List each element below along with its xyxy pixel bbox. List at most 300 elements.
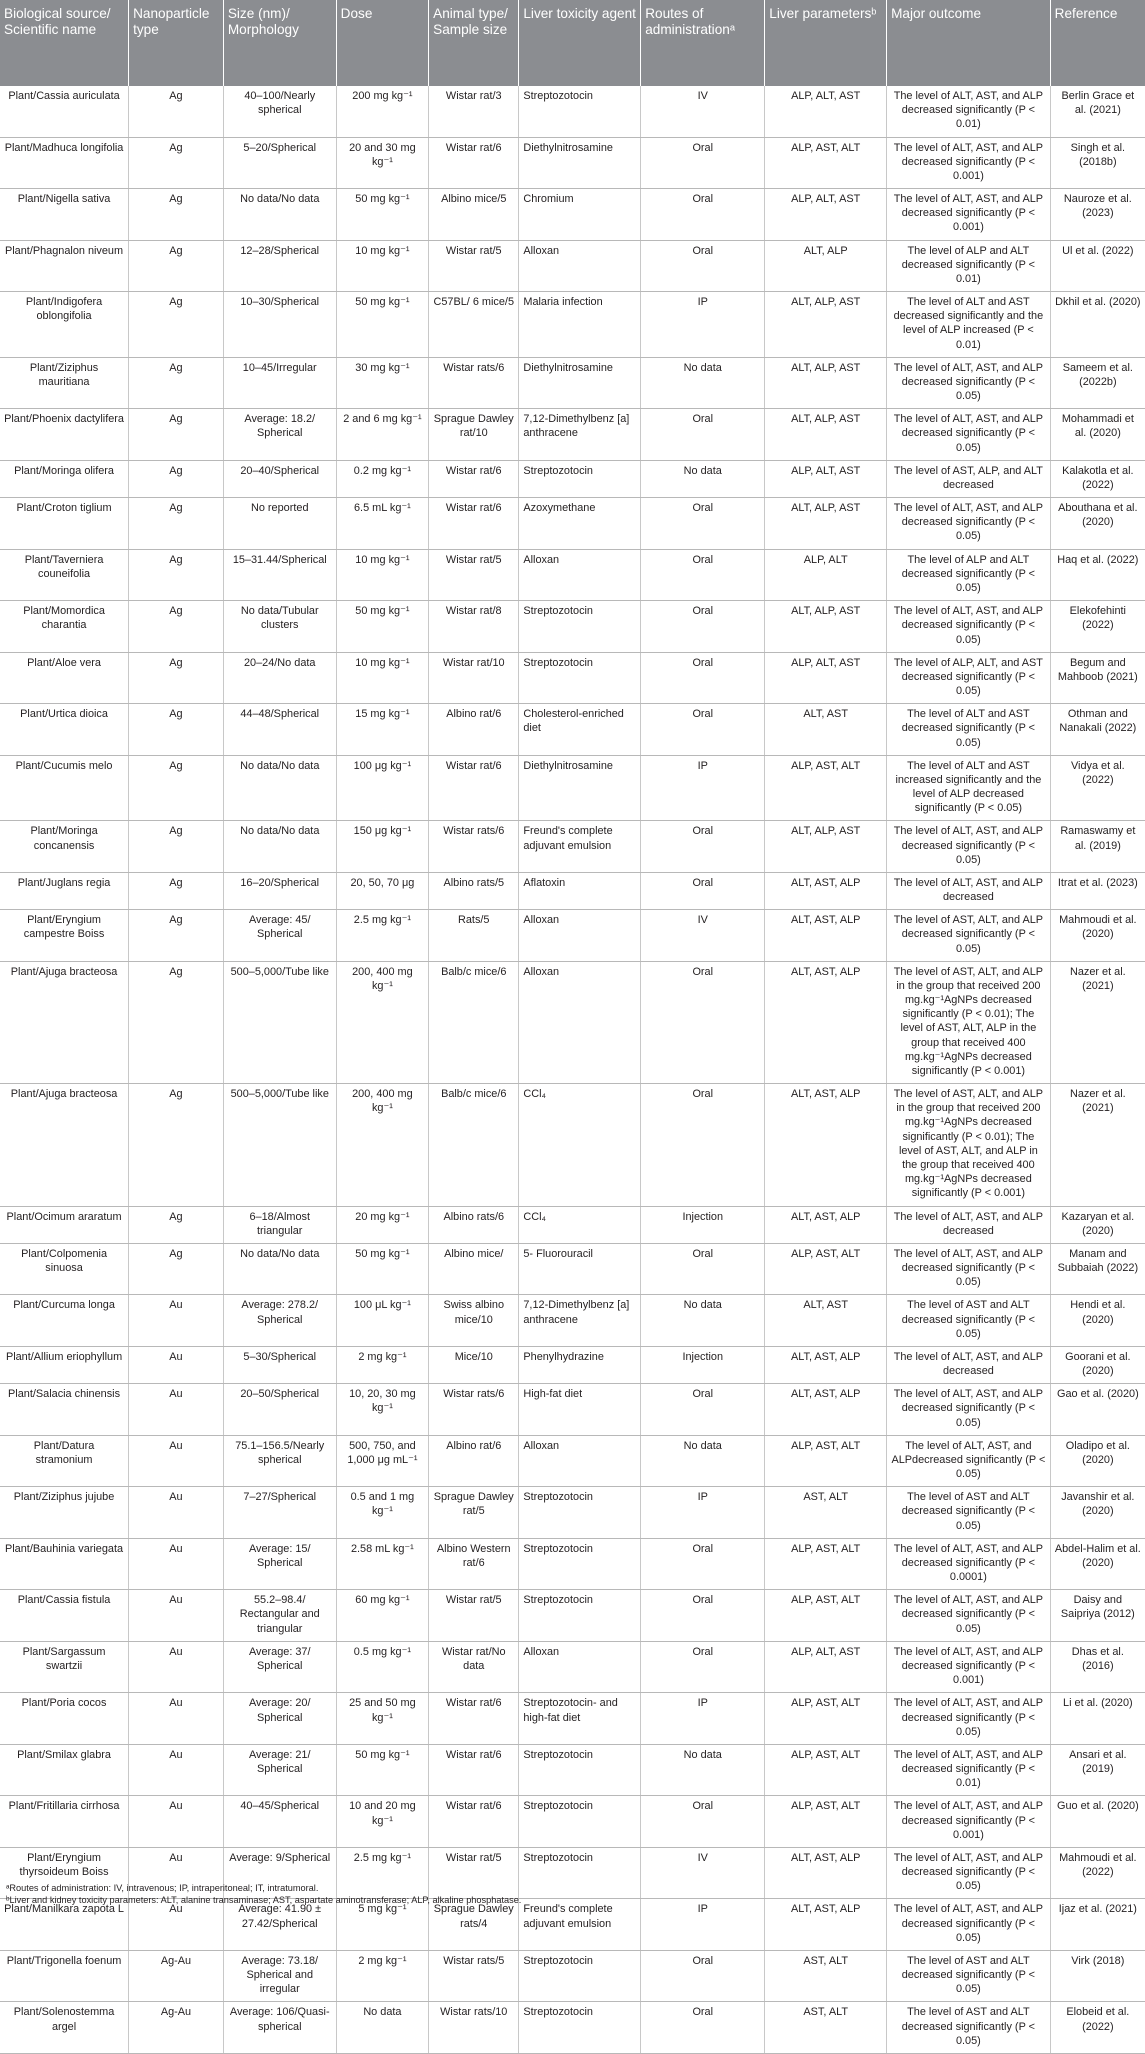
cell-toxicity-agent: Streptozotocin	[519, 1487, 641, 1539]
cell-source: Plant/Ziziphus jujube	[0, 1487, 129, 1539]
table-row	[0, 137, 1145, 189]
cell-major-outcome: The level of ALT, AST, and ALP decreased significantly (P < 0.05)	[887, 409, 1051, 461]
cell-reference: Dhas et al. (2016)	[1050, 1641, 1145, 1693]
cell-source: Plant/Solenostemma argel	[0, 2002, 129, 2054]
cell-nanoparticle-type: Ag	[129, 704, 224, 756]
cell-major-outcome: The level of ALT, AST, and ALP decreased significantly (P < 0.001)	[887, 189, 1051, 241]
cell-reference: Haq et al. (2022)	[1050, 549, 1145, 601]
cell-major-outcome: The level of AST, ALT, and ALP decreased significantly (P < 0.05)	[887, 910, 1051, 962]
cell-liver-parameters: ALP, AST, ALT	[765, 755, 887, 821]
cell-nanoparticle-type: Ag-Au	[129, 1950, 224, 2002]
header-liver-parameters: Liver parametersᵇ	[765, 0, 887, 86]
cell-major-outcome: The level of ALT, AST, and ALP decreased significantly (P < 0.01)	[887, 1744, 1051, 1796]
cell-animal: Wistar rat/5	[429, 1590, 519, 1642]
cell-toxicity-agent: Phenylhydrazine	[519, 1346, 641, 1383]
cell-size: Average: 45/ Spherical	[223, 910, 336, 962]
cell-size: Average: 15/ Spherical	[223, 1538, 336, 1590]
cell-toxicity-agent: Azoxymethane	[519, 498, 641, 550]
cell-source: Plant/Ocimum araratum	[0, 1206, 129, 1243]
cell-animal: Wistar rats/10	[429, 2002, 519, 2054]
table-row	[0, 601, 1145, 653]
cell-route: Oral	[641, 1243, 765, 1295]
cell-route: Injection	[641, 1206, 765, 1243]
cell-toxicity-agent: Alloxan	[519, 910, 641, 962]
cell-route: IV	[641, 86, 765, 137]
cell-liver-parameters: ALP, AST, ALT	[765, 1796, 887, 1848]
cell-size: 10–45/Irregular	[223, 357, 336, 409]
cell-nanoparticle-type: Au	[129, 1796, 224, 1848]
cell-animal: Sprague Dawley rat/10	[429, 409, 519, 461]
cell-animal: Mice/10	[429, 1346, 519, 1383]
cell-animal: Wistar rat/No data	[429, 1641, 519, 1693]
cell-liver-parameters: ALT, AST, ALP	[765, 1084, 887, 1206]
cell-major-outcome: The level of ALT, AST, and ALP decreased significantly (P < 0.001)	[887, 1641, 1051, 1693]
cell-route: Oral	[641, 498, 765, 550]
cell-reference: Elobeid et al. (2022)	[1050, 2002, 1145, 2054]
cell-route: No data	[641, 1295, 765, 1347]
cell-dose: 0.2 mg kg⁻¹	[336, 460, 429, 497]
cell-liver-parameters: ALT, AST, ALP	[765, 1847, 887, 1899]
cell-route: Oral	[641, 872, 765, 909]
table-row	[0, 498, 1145, 550]
header-animal: Animal type/ Sample size	[429, 0, 519, 86]
cell-major-outcome: The level of AST, ALT, and ALP in the group that received 200 mg.kg⁻¹AgNPs decreased significantly (P < 0.01); The level of AST, ALT, ALP in the group that received 400 mg.kg⁻¹AgNPs decreased significantly (P < 0.001)	[887, 961, 1051, 1083]
cell-size: 10–30/Spherical	[223, 292, 336, 358]
cell-dose: 2 mg kg⁻¹	[336, 1346, 429, 1383]
cell-major-outcome: The level of AST, ALT, and ALP in the group that received 200 mg.kg⁻¹AgNPs decreased significantly (P < 0.01); The level of AST, ALT, and ALP in the group that received 400 mg.kg⁻¹AgNPs decreased significantly (P < 0.001)	[887, 1084, 1051, 1206]
cell-nanoparticle-type: Au	[129, 1435, 224, 1487]
cell-liver-parameters: AST, ALT	[765, 1950, 887, 2002]
cell-source: Plant/Phagnalon niveum	[0, 240, 129, 292]
cell-toxicity-agent: Streptozotocin	[519, 86, 641, 137]
cell-size: Average: 73.18/ Spherical and irregular	[223, 1950, 336, 2002]
cell-nanoparticle-type: Ag	[129, 910, 224, 962]
cell-liver-parameters: ALP, ALT, AST	[765, 652, 887, 704]
cell-route: IP	[641, 1693, 765, 1745]
cell-nanoparticle-type: Ag	[129, 821, 224, 873]
cell-size: 44–48/Spherical	[223, 704, 336, 756]
cell-liver-parameters: ALT, ALP, AST	[765, 498, 887, 550]
cell-nanoparticle-type: Ag	[129, 409, 224, 461]
cell-liver-parameters: ALT, AST, ALP	[765, 1206, 887, 1243]
cell-source: Plant/Aloe vera	[0, 652, 129, 704]
cell-liver-parameters: ALT, AST, ALP	[765, 910, 887, 962]
cell-nanoparticle-type: Ag	[129, 961, 224, 1083]
header-dose: Dose	[336, 0, 429, 86]
cell-toxicity-agent: Alloxan	[519, 961, 641, 1083]
cell-reference: Mohammadi et al. (2020)	[1050, 409, 1145, 461]
cell-nanoparticle-type: Ag	[129, 1243, 224, 1295]
cell-route: IP	[641, 755, 765, 821]
cell-reference: Othman and Nanakali (2022)	[1050, 704, 1145, 756]
cell-route: IP	[641, 1487, 765, 1539]
cell-liver-parameters: ALP, ALT, AST	[765, 1641, 887, 1693]
header-major-outcome: Major outcome	[887, 0, 1051, 86]
cell-source: Plant/Eryngium campestre Boiss	[0, 910, 129, 962]
cell-major-outcome: The level of ALT, AST, and ALPdecreased significantly (P < 0.05)	[887, 1435, 1051, 1487]
cell-nanoparticle-type: Ag	[129, 292, 224, 358]
cell-route: No data	[641, 460, 765, 497]
cell-route: IP	[641, 292, 765, 358]
cell-liver-parameters: ALT, AST, ALP	[765, 1899, 887, 1951]
cell-major-outcome: The level of ALT and AST decreased significantly and the level of ALP increased (P < 0.01)	[887, 292, 1051, 358]
table-row	[0, 961, 1145, 1083]
cell-major-outcome: The level of ALT, AST, and ALP decreased significantly (P < 0.0001)	[887, 1538, 1051, 1590]
cell-dose: 2.58 mL kg⁻¹	[336, 1538, 429, 1590]
table-row	[0, 1487, 1145, 1539]
cell-liver-parameters: AST, ALT	[765, 1487, 887, 1539]
cell-reference: Berlin Grace et al. (2021)	[1050, 86, 1145, 137]
cell-toxicity-agent: Streptozotocin	[519, 652, 641, 704]
cell-reference: Begum and Mahboob (2021)	[1050, 652, 1145, 704]
table-row	[0, 1384, 1145, 1436]
cell-animal: Wistar rat/3	[429, 86, 519, 137]
cell-dose: 2.5 mg kg⁻¹	[336, 1847, 429, 1899]
cell-route: Oral	[641, 821, 765, 873]
table-row	[0, 1538, 1145, 1590]
table-row	[0, 1590, 1145, 1642]
cell-route: Injection	[641, 1346, 765, 1383]
table-row	[0, 1206, 1145, 1243]
cell-toxicity-agent: Malaria infection	[519, 292, 641, 358]
cell-dose: 200, 400 mg kg⁻¹	[336, 1084, 429, 1206]
cell-dose: 10 mg kg⁻¹	[336, 240, 429, 292]
cell-toxicity-agent: Streptozotocin	[519, 1590, 641, 1642]
cell-reference: Oladipo et al. (2020)	[1050, 1435, 1145, 1487]
cell-reference: Elekofehinti (2022)	[1050, 601, 1145, 653]
cell-dose: 15 mg kg⁻¹	[336, 704, 429, 756]
cell-nanoparticle-type: Au	[129, 1384, 224, 1436]
cell-dose: 100 μL kg⁻¹	[336, 1295, 429, 1347]
cell-size: Average: 41.90 ± 27.42/Spherical	[223, 1899, 336, 1951]
cell-source: Plant/Cassia auriculata	[0, 86, 129, 137]
cell-toxicity-agent: Chromium	[519, 189, 641, 241]
cell-toxicity-agent: 5- Fluorouracil	[519, 1243, 641, 1295]
cell-source: Plant/Ajuga bracteosa	[0, 961, 129, 1083]
cell-liver-parameters: ALP, AST, ALT	[765, 1693, 887, 1745]
table-row	[0, 1243, 1145, 1295]
table-row	[0, 821, 1145, 873]
cell-liver-parameters: ALP, AST, ALT	[765, 1538, 887, 1590]
table-row	[0, 1744, 1145, 1796]
cell-route: Oral	[641, 409, 765, 461]
cell-nanoparticle-type: Ag	[129, 137, 224, 189]
cell-source: Plant/Fritillaria cirrhosa	[0, 1796, 129, 1848]
cell-major-outcome: The level of ALT and AST decreased significantly (P < 0.05)	[887, 704, 1051, 756]
cell-dose: 20, 50, 70 μg	[336, 872, 429, 909]
cell-liver-parameters: ALT, ALP, AST	[765, 409, 887, 461]
cell-reference: Ul et al. (2022)	[1050, 240, 1145, 292]
cell-liver-parameters: ALP, AST, ALT	[765, 1435, 887, 1487]
cell-nanoparticle-type: Au	[129, 1487, 224, 1539]
cell-dose: 150 μg kg⁻¹	[336, 821, 429, 873]
cell-dose: 50 mg kg⁻¹	[336, 1243, 429, 1295]
cell-size: Average: 18.2/ Spherical	[223, 409, 336, 461]
cell-reference: Hendi et al. (2020)	[1050, 1295, 1145, 1347]
table-row	[0, 2002, 1145, 2054]
cell-reference: Singh et al. (2018b)	[1050, 137, 1145, 189]
cell-size: 20–40/Spherical	[223, 460, 336, 497]
cell-size: 20–24/No data	[223, 652, 336, 704]
cell-nanoparticle-type: Au	[129, 1847, 224, 1899]
cell-nanoparticle-type: Au	[129, 1295, 224, 1347]
cell-animal: Swiss albino mice/10	[429, 1295, 519, 1347]
cell-major-outcome: The level of ALP and ALT decreased significantly (P < 0.01)	[887, 240, 1051, 292]
cell-reference: Abdel-Halim et al. (2020)	[1050, 1538, 1145, 1590]
cell-liver-parameters: ALT, ALP, AST	[765, 357, 887, 409]
cell-route: Oral	[641, 1084, 765, 1206]
cell-major-outcome: The level of AST, ALP, and ALT decreased	[887, 460, 1051, 497]
cell-route: Oral	[641, 1590, 765, 1642]
footnote-parameters: ᵇLiver and kidney toxicity parameters: ALT, alanine transaminase; AST, aspartate aminotransferase; ALP, alkaline phosphatase.	[6, 1895, 522, 1906]
cell-nanoparticle-type: Ag	[129, 189, 224, 241]
cell-major-outcome: The level of ALT, AST, and ALP decreased	[887, 1206, 1051, 1243]
cell-animal: Wistar rats/6	[429, 1384, 519, 1436]
cell-liver-parameters: ALP, ALT, AST	[765, 86, 887, 137]
cell-dose: 100 μg kg⁻¹	[336, 755, 429, 821]
table-row	[0, 910, 1145, 962]
cell-liver-parameters: AST, ALT	[765, 2002, 887, 2054]
cell-route: Oral	[641, 652, 765, 704]
cell-route: IV	[641, 1847, 765, 1899]
cell-size: No data/No data	[223, 821, 336, 873]
cell-size: 40–100/Nearly spherical	[223, 86, 336, 137]
cell-source: Plant/Ajuga bracteosa	[0, 1084, 129, 1206]
cell-toxicity-agent: Streptozotocin	[519, 1950, 641, 2002]
cell-toxicity-agent: Alloxan	[519, 240, 641, 292]
cell-liver-parameters: ALP, AST, ALT	[765, 1243, 887, 1295]
cell-route: Oral	[641, 1950, 765, 2002]
cell-dose: No data	[336, 2002, 429, 2054]
cell-liver-parameters: ALT, AST	[765, 1295, 887, 1347]
cell-nanoparticle-type: Ag	[129, 549, 224, 601]
cell-nanoparticle-type: Ag	[129, 1084, 224, 1206]
cell-toxicity-agent: Streptozotocin	[519, 1538, 641, 1590]
cell-animal: Wistar rat/6	[429, 498, 519, 550]
cell-dose: 6.5 mL kg⁻¹	[336, 498, 429, 550]
cell-source: Plant/Salacia chinensis	[0, 1384, 129, 1436]
cell-liver-parameters: ALT, AST, ALP	[765, 1346, 887, 1383]
cell-animal: Wistar rats/6	[429, 357, 519, 409]
cell-major-outcome: The level of ALT, AST, and ALP decreased significantly (P < 0.01)	[887, 86, 1051, 137]
cell-size: 55.2–98.4/ Rectangular and triangular	[223, 1590, 336, 1642]
cell-reference: Li et al. (2020)	[1050, 1693, 1145, 1745]
cell-reference: Virk (2018)	[1050, 1950, 1145, 2002]
table-row	[0, 1796, 1145, 1848]
cell-liver-parameters: ALP, AST, ALT	[765, 137, 887, 189]
cell-nanoparticle-type: Ag	[129, 460, 224, 497]
cell-source: Plant/Moringa concanensis	[0, 821, 129, 873]
cell-dose: 0.5 mg kg⁻¹	[336, 1641, 429, 1693]
table-body	[0, 86, 1145, 2053]
cell-size: 500–5,000/Tube like	[223, 961, 336, 1083]
cell-toxicity-agent: 7,12-Dimethylbenz [a] anthracene	[519, 409, 641, 461]
cell-major-outcome: The level of ALT, AST, and ALP decreased significantly (P < 0.001)	[887, 1796, 1051, 1848]
cell-nanoparticle-type: Ag	[129, 601, 224, 653]
cell-nanoparticle-type: Ag-Au	[129, 2002, 224, 2054]
cell-nanoparticle-type: Au	[129, 1899, 224, 1951]
header-toxicity-agent: Liver toxicity agent	[519, 0, 641, 86]
cell-toxicity-agent: Diethylnitrosamine	[519, 357, 641, 409]
cell-animal: Rats/5	[429, 910, 519, 962]
cell-nanoparticle-type: Au	[129, 1538, 224, 1590]
cell-route: Oral	[641, 1538, 765, 1590]
cell-source: Plant/Curcuma longa	[0, 1295, 129, 1347]
table-row	[0, 1641, 1145, 1693]
cell-size: Average: 106/Quasi-spherical	[223, 2002, 336, 2054]
cell-toxicity-agent: Streptozotocin- and high-fat diet	[519, 1693, 641, 1745]
cell-liver-parameters: ALP, AST, ALT	[765, 1590, 887, 1642]
cell-source: Plant/Madhuca longifolia	[0, 137, 129, 189]
cell-source: Plant/Sargassum swartzii	[0, 1641, 129, 1693]
table-row	[0, 357, 1145, 409]
cell-major-outcome: The level of ALP, ALT, and AST decreased significantly (P < 0.05)	[887, 652, 1051, 704]
cell-animal: Albino rats/5	[429, 872, 519, 909]
cell-size: 15–31.44/Spherical	[223, 549, 336, 601]
cell-toxicity-agent: CCl₄	[519, 1206, 641, 1243]
cell-dose: 200 mg kg⁻¹	[336, 86, 429, 137]
cell-reference: Manam and Subbaiah (2022)	[1050, 1243, 1145, 1295]
cell-reference: Mahmoudi et al. (2022)	[1050, 1847, 1145, 1899]
cell-route: Oral	[641, 1796, 765, 1848]
cell-dose: 50 mg kg⁻¹	[336, 189, 429, 241]
cell-size: No data/Tubular clusters	[223, 601, 336, 653]
cell-animal: Albino Western rat/6	[429, 1538, 519, 1590]
table-row	[0, 240, 1145, 292]
cell-reference: Dkhil et al. (2020)	[1050, 292, 1145, 358]
cell-animal: Albino mice/	[429, 1243, 519, 1295]
cell-reference: Nauroze et al. (2023)	[1050, 189, 1145, 241]
cell-nanoparticle-type: Au	[129, 1744, 224, 1796]
cell-reference: Mahmoudi et al. (2020)	[1050, 910, 1145, 962]
cell-source: Plant/Moringa olifera	[0, 460, 129, 497]
cell-animal: Wistar rat/6	[429, 137, 519, 189]
cell-size: 40–45/Spherical	[223, 1796, 336, 1848]
cell-reference: Goorani et al. (2020)	[1050, 1346, 1145, 1383]
cell-size: No data/No data	[223, 189, 336, 241]
cell-route: Oral	[641, 189, 765, 241]
cell-animal: Balb/c mice/6	[429, 961, 519, 1083]
cell-reference: Guo et al. (2020)	[1050, 1796, 1145, 1848]
cell-toxicity-agent: Cholesterol-enriched diet	[519, 704, 641, 756]
cell-dose: 20 mg kg⁻¹	[336, 1206, 429, 1243]
cell-dose: 10 mg kg⁻¹	[336, 652, 429, 704]
cell-size: 16–20/Spherical	[223, 872, 336, 909]
cell-animal: Albino mice/5	[429, 189, 519, 241]
cell-liver-parameters: ALT, ALP, AST	[765, 292, 887, 358]
cell-liver-parameters: ALP, ALT, AST	[765, 189, 887, 241]
cell-source: Plant/Eryngium thyrsoideum Boiss	[0, 1847, 129, 1899]
cell-nanoparticle-type: Au	[129, 1346, 224, 1383]
cell-dose: 20 and 30 mg kg⁻¹	[336, 137, 429, 189]
cell-major-outcome: The level of ALT, AST, and ALP decreased significantly (P < 0.05)	[887, 498, 1051, 550]
cell-source: Plant/Phoenix dactylifera	[0, 409, 129, 461]
cell-route: IP	[641, 1899, 765, 1951]
cell-source: Plant/Ziziphus mauritiana	[0, 357, 129, 409]
cell-reference: Sameem et al. (2022b)	[1050, 357, 1145, 409]
cell-animal: Wistar rat/6	[429, 1693, 519, 1745]
table-row	[0, 652, 1145, 704]
cell-major-outcome: The level of ALT, AST, and ALP decreased significantly (P < 0.05)	[887, 357, 1051, 409]
cell-source: Plant/Cassia fistula	[0, 1590, 129, 1642]
cell-dose: 2 mg kg⁻¹	[336, 1950, 429, 2002]
cell-major-outcome: The level of ALT, AST, and ALP decreased significantly (P < 0.05)	[887, 1384, 1051, 1436]
cell-toxicity-agent: Diethylnitrosamine	[519, 137, 641, 189]
cell-major-outcome: The level of ALT, AST, and ALP decreased significantly (P < 0.05)	[887, 821, 1051, 873]
cell-size: 12–28/Spherical	[223, 240, 336, 292]
table-row	[0, 1693, 1145, 1745]
cell-dose: 0.5 and 1 mg kg⁻¹	[336, 1487, 429, 1539]
cell-animal: Sprague Dawley rats/4	[429, 1899, 519, 1951]
cell-reference: Abouthana et al. (2020)	[1050, 498, 1145, 550]
cell-dose: 60 mg kg⁻¹	[336, 1590, 429, 1642]
cell-size: 5–20/Spherical	[223, 137, 336, 189]
cell-route: Oral	[641, 1384, 765, 1436]
table-row	[0, 872, 1145, 909]
cell-size: Average: 37/ Spherical	[223, 1641, 336, 1693]
cell-major-outcome: The level of ALT, AST, and ALP decreased significantly (P < 0.05)	[887, 1693, 1051, 1745]
cell-animal: Wistar rat/8	[429, 601, 519, 653]
cell-size: 6–18/Almost triangular	[223, 1206, 336, 1243]
header-source: Biological source/ Scientific name	[0, 0, 129, 86]
cell-reference: Nazer et al. (2021)	[1050, 1084, 1145, 1206]
cell-source: Plant/Poria cocos	[0, 1693, 129, 1745]
cell-animal: Balb/c mice/6	[429, 1084, 519, 1206]
cell-animal: Wistar rat/5	[429, 1847, 519, 1899]
cell-nanoparticle-type: Ag	[129, 498, 224, 550]
table-row	[0, 549, 1145, 601]
cell-source: Plant/Juglans regia	[0, 872, 129, 909]
cell-source: Plant/Manilkara zapota L	[0, 1899, 129, 1951]
cell-toxicity-agent: Diethylnitrosamine	[519, 755, 641, 821]
cell-source: Plant/Datura stramonium	[0, 1435, 129, 1487]
cell-reference: Javanshir et al. (2020)	[1050, 1487, 1145, 1539]
cell-animal: Wistar rat/6	[429, 755, 519, 821]
cell-animal: Sprague Dawley rat/5	[429, 1487, 519, 1539]
cell-animal: Albino rats/6	[429, 1206, 519, 1243]
cell-liver-parameters: ALT, AST	[765, 704, 887, 756]
cell-animal: Wistar rats/6	[429, 821, 519, 873]
cell-dose: 500, 750, and 1,000 μg mL⁻¹	[336, 1435, 429, 1487]
cell-toxicity-agent: Streptozotocin	[519, 1847, 641, 1899]
table-row	[0, 409, 1145, 461]
cell-route: No data	[641, 1744, 765, 1796]
cell-toxicity-agent: Streptozotocin	[519, 460, 641, 497]
cell-toxicity-agent: Streptozotocin	[519, 2002, 641, 2054]
cell-reference: Itrat et al. (2023)	[1050, 872, 1145, 909]
cell-liver-parameters: ALP, ALT, AST	[765, 460, 887, 497]
cell-major-outcome: The level of AST and ALT decreased significantly (P < 0.05)	[887, 1950, 1051, 2002]
table-row	[0, 1950, 1145, 2002]
footnote-routes: ᵃRoutes of administration: IV, intravenous; IP, intraperitoneal; IT, intratumoral.	[6, 1883, 319, 1893]
cell-dose: 30 mg kg⁻¹	[336, 357, 429, 409]
cell-reference: Ijaz et al. (2021)	[1050, 1899, 1145, 1951]
cell-size: Average: 278.2/ Spherical	[223, 1295, 336, 1347]
cell-toxicity-agent: Streptozotocin	[519, 1744, 641, 1796]
cell-source: Plant/Indigofera oblongifolia	[0, 292, 129, 358]
cell-route: Oral	[641, 704, 765, 756]
cell-toxicity-agent: Aflatoxin	[519, 872, 641, 909]
cell-size: Average: 9/Spherical	[223, 1847, 336, 1899]
table-header	[0, 0, 1145, 86]
cell-nanoparticle-type: Ag	[129, 1206, 224, 1243]
cell-route: Oral	[641, 1641, 765, 1693]
cell-nanoparticle-type: Ag	[129, 240, 224, 292]
cell-dose: 10 mg kg⁻¹	[336, 549, 429, 601]
cell-liver-parameters: ALT, ALP, AST	[765, 601, 887, 653]
table-row	[0, 1295, 1145, 1347]
cell-dose: 10 and 20 mg kg⁻¹	[336, 1796, 429, 1848]
